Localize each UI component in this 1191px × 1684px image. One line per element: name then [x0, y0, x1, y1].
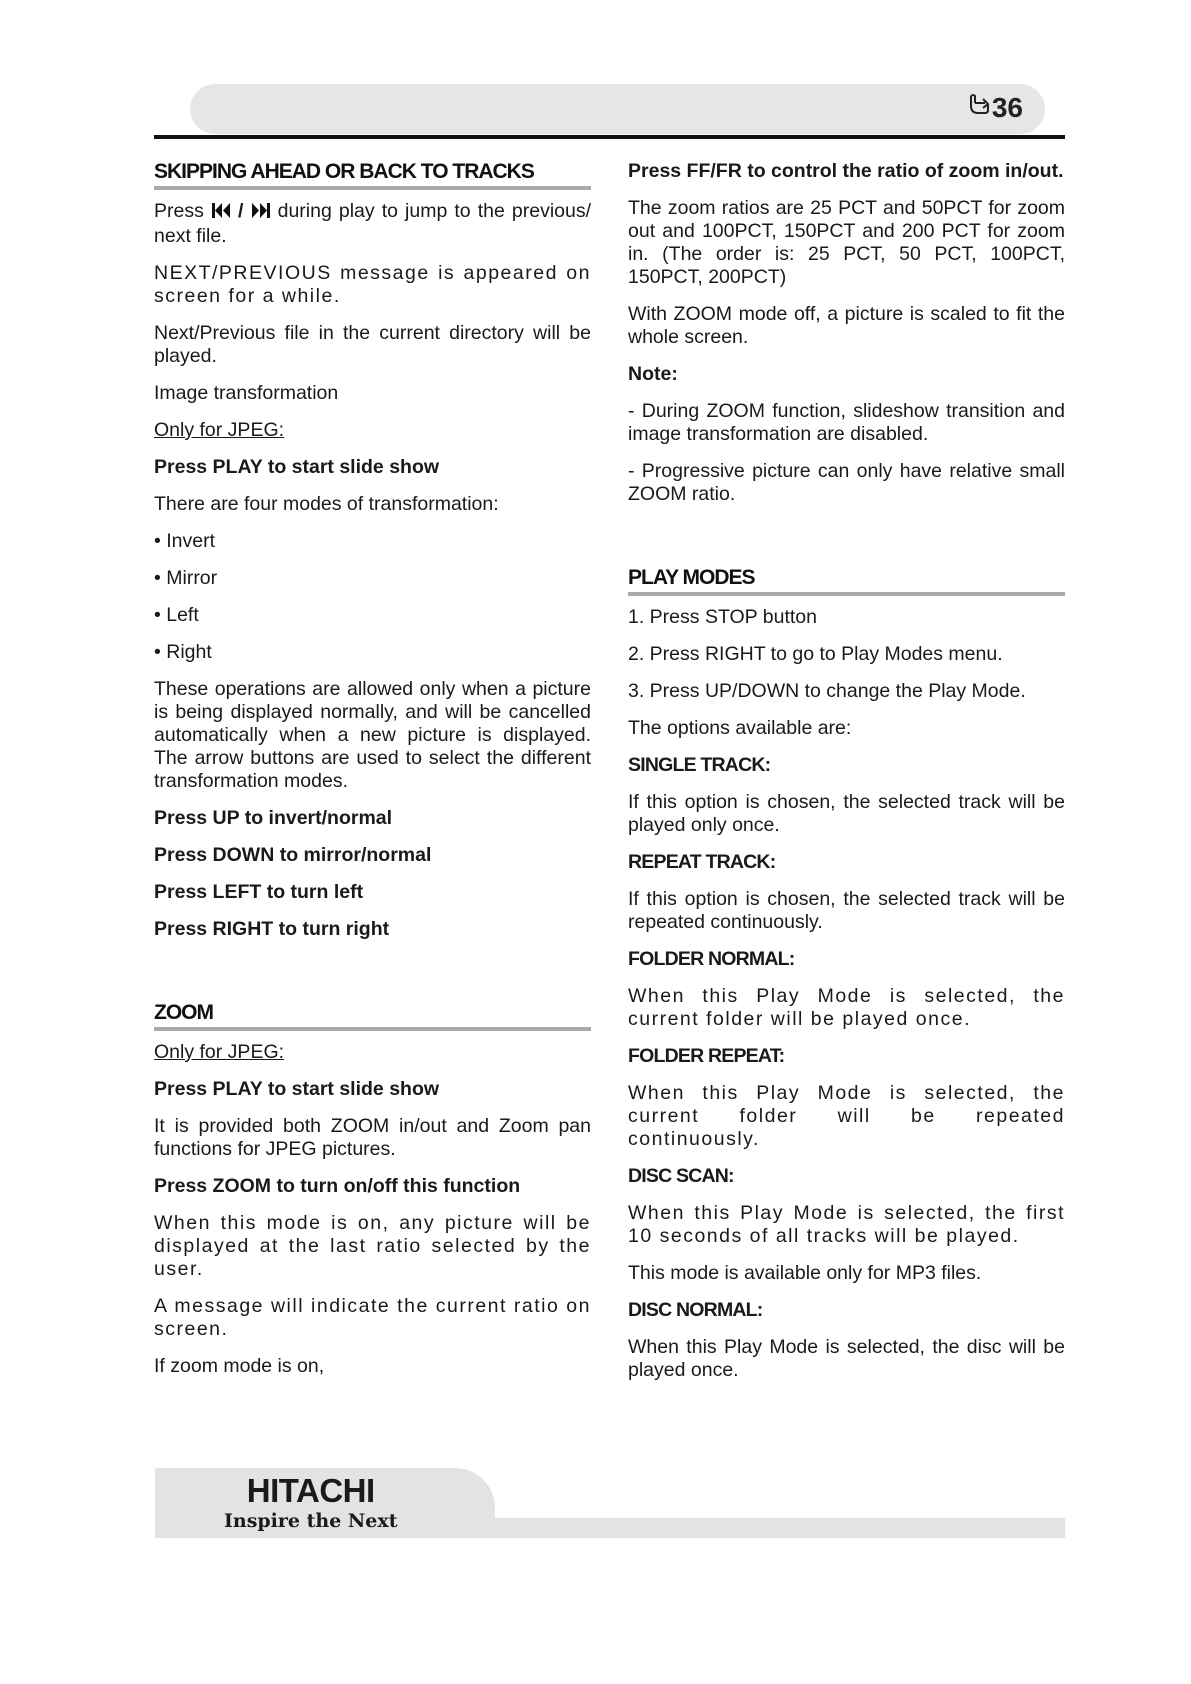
footer-strip [450, 1518, 1065, 1538]
paragraph: Press LEFT to turn left [154, 881, 364, 903]
skip-next-icon [251, 202, 271, 225]
paragraph: When this Play Mode is selected, the first 10 seconds of all tracks will be played. [628, 1202, 1065, 1247]
page-number [968, 92, 1023, 124]
spacer [628, 520, 1065, 566]
skip-previous-icon [211, 202, 231, 225]
paragraph: - During ZOOM function, slideshow transition and image transformation are disabled. [628, 400, 1065, 445]
step: 2. Press RIGHT to go to Play Modes menu. [628, 643, 1003, 665]
paragraph: Press PLAY to start slide show [154, 1078, 440, 1100]
paragraph: - Progressive picture can only have relative small ZOOM ratio. [628, 460, 1065, 505]
section-title-skipping: SKIPPING AHEAD OR BACK TO TRACKS [154, 160, 591, 190]
paragraph: Only for JPEG: [154, 419, 285, 441]
page-number-text: 36 [991, 92, 1023, 123]
mode-heading: DISC SCAN: [628, 1165, 734, 1187]
paragraph: When this Play Mode is selected, the current folder will be repeated continuously. [628, 1082, 1065, 1150]
paragraph: The options available are: [628, 717, 852, 739]
paragraph: Next/Previous file in the current directory will be played. [154, 322, 591, 367]
text: / [238, 200, 244, 222]
left-column [154, 160, 591, 1392]
paragraph: Press DOWN to mirror/normal [154, 844, 432, 866]
mode-heading: REPEAT TRACK: [628, 851, 776, 873]
paragraph: Only for JPEG: [154, 1041, 285, 1063]
note-label: Note: [628, 363, 678, 385]
paragraph: If this option is chosen, the selected track will be repeated continuously. [628, 888, 1065, 933]
paragraph [154, 200, 591, 248]
logo-tagline: Inspire the Next [224, 1510, 398, 1532]
logo-brand: HITACHI [246, 1472, 375, 1509]
paragraph: Press ZOOM to turn on/off this function [154, 1175, 521, 1197]
hitachi-logo [224, 1474, 397, 1532]
mode-heading: FOLDER NORMAL: [628, 948, 795, 970]
paragraph: If this option is chosen, the selected track will be played only once. [628, 791, 1065, 836]
paragraph: The zoom ratios are 25 PCT and 50PCT for zoom out and 100PCT, 150PCT and 200 PCT for zoom in. (The order is: 25 PCT, 50 PCT, 100PCT, 150PCT, 200PCT) [628, 197, 1065, 288]
mode-heading: FOLDER REPEAT: [628, 1045, 785, 1067]
section-title-zoom: ZOOM [154, 1001, 591, 1031]
paragraph: Press FF/FR to control the ratio of zoom in/out. [628, 160, 1064, 182]
section-title-play-modes: PLAY MODES [628, 566, 1065, 596]
paragraph: These operations are allowed only when a picture is being displayed normally, and will be cancelled automatically when a new picture is displayed. The arrow buttons are used to select the different transformation modes. [154, 678, 591, 792]
text: Press [154, 200, 204, 222]
bullet-item: • Invert [154, 530, 216, 552]
paragraph: A message will indicate the current ratio on screen. [154, 1295, 591, 1340]
paragraph: Press UP to invert/normal [154, 807, 393, 829]
hand-pointer-icon [968, 92, 990, 124]
paragraph: With ZOOM mode off, a picture is scaled to fit the whole screen. [628, 303, 1065, 348]
text: during play to jump to the previous/ next file. [154, 200, 592, 247]
paragraph: It is provided both ZOOM in/out and Zoom pan functions for JPEG pictures. [154, 1115, 591, 1160]
paragraph: When this mode is on, any picture will be displayed at the last ratio selected by the user. [154, 1212, 591, 1280]
paragraph: Press PLAY to start slide show [154, 456, 440, 478]
paragraph: NEXT/PREVIOUS message is appeared on screen for a while. [154, 262, 591, 307]
right-column [628, 160, 1065, 1396]
paragraph: This mode is available only for MP3 files. [628, 1262, 982, 1284]
bullet-item: • Mirror [154, 567, 218, 589]
header-rule [154, 135, 1065, 139]
mode-heading: SINGLE TRACK: [628, 754, 771, 776]
paragraph: Image transformation [154, 382, 339, 404]
bullet-item: • Right [154, 641, 212, 663]
step: 1. Press STOP button [628, 606, 817, 628]
mode-heading: DISC NORMAL: [628, 1299, 763, 1321]
step: 3. Press UP/DOWN to change the Play Mode. [628, 680, 1026, 702]
paragraph: Press RIGHT to turn right [154, 918, 390, 940]
spacer [154, 955, 591, 1001]
paragraph: There are four modes of transformation: [154, 493, 499, 515]
paragraph: When this Play Mode is selected, the current folder will be played once. [628, 985, 1065, 1030]
paragraph: If zoom mode is on, [154, 1355, 325, 1377]
header-bar [190, 84, 1045, 134]
bullet-item: • Left [154, 604, 199, 626]
paragraph: When this Play Mode is selected, the disc will be played once. [628, 1336, 1065, 1381]
